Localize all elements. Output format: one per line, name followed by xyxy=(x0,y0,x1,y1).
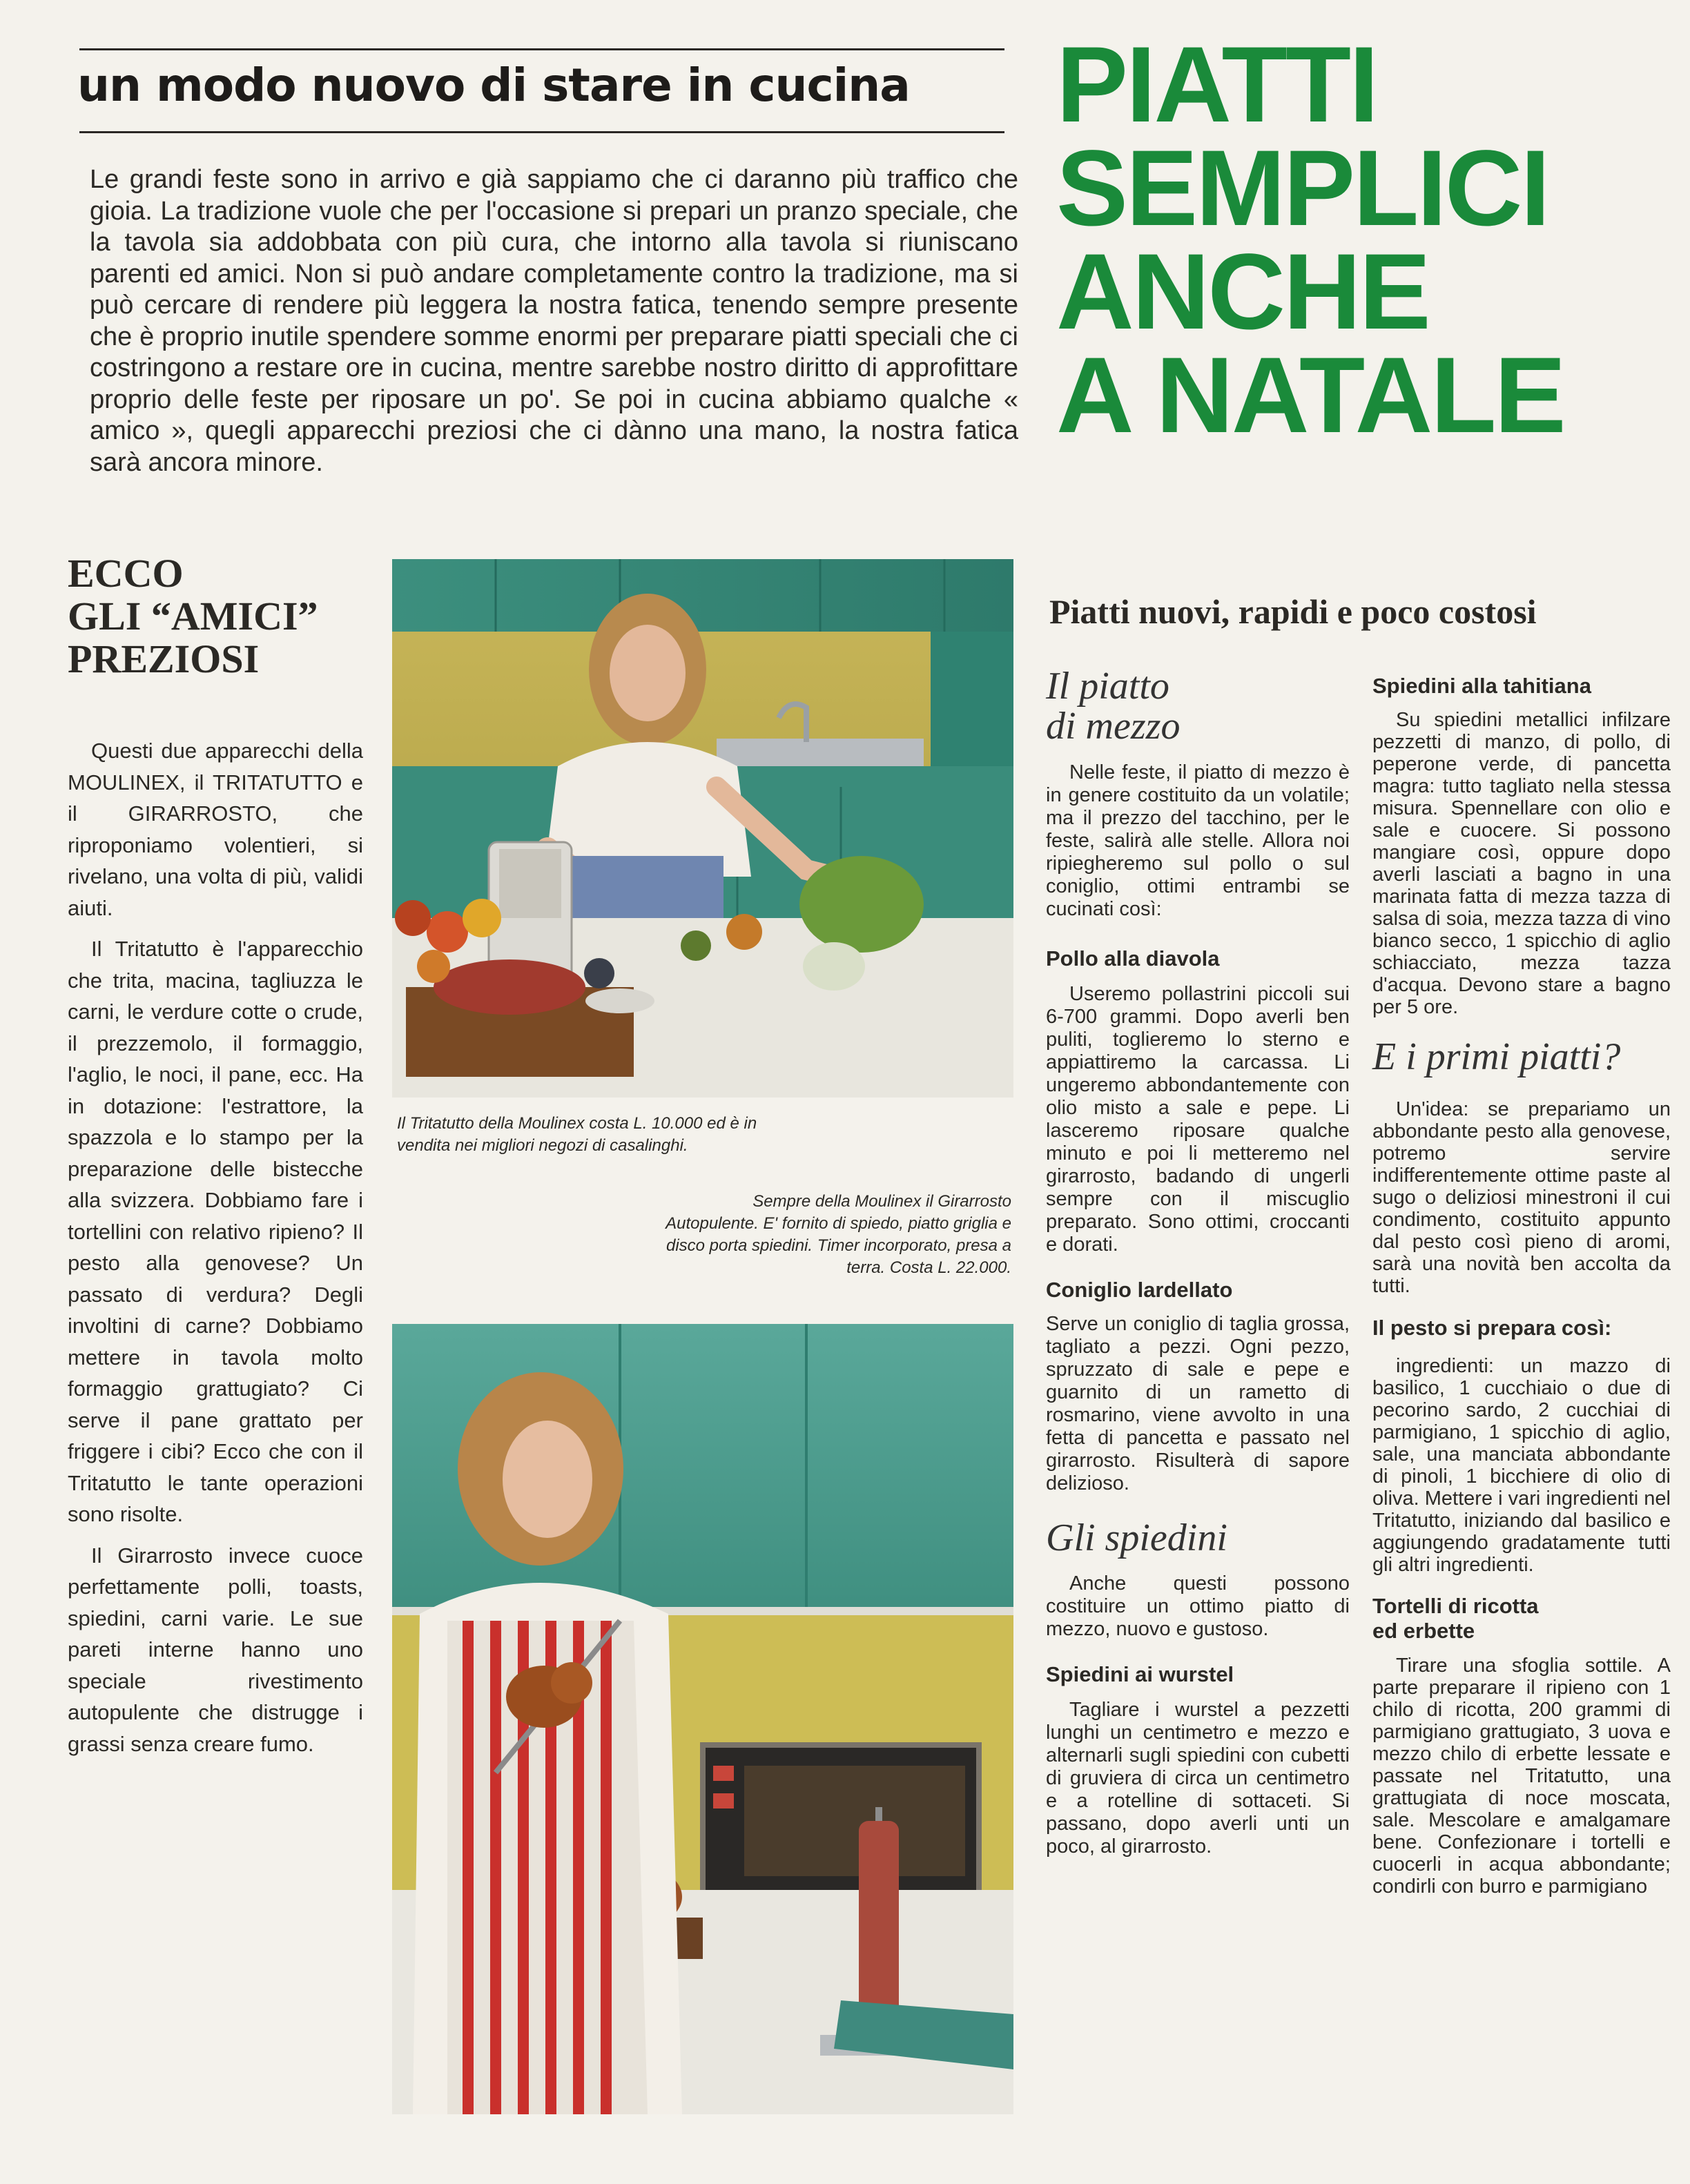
primi-title: E i primi piatti? xyxy=(1372,1035,1621,1078)
title-line-3: ANCHE xyxy=(1056,232,1429,352)
pollo-text xyxy=(1046,983,1350,1256)
coniglio-title: Coniglio lardellato xyxy=(1046,1278,1233,1302)
tahitiana-title: Spiedini alla tahitiana xyxy=(1372,674,1591,698)
photo-girarrosto-illustration xyxy=(392,1324,1013,2114)
photo-tritatutto-illustration xyxy=(392,559,1013,1098)
tortelli-text xyxy=(1372,1655,1671,1898)
left-body xyxy=(68,735,363,1769)
pollo-title: Pollo alla diavola xyxy=(1046,946,1220,971)
tortelli-title xyxy=(1372,1594,1671,1644)
piatto-di-mezzo-line-1: Il piatto xyxy=(1046,665,1169,708)
tortelli-paragraph: Tirare una sfoglia sottile. A parte preparare il ripieno con 1 chilo di ricotta, 200 grammi di parmigiano grattugiato, 3 uova e mezzo chilo di erbette lessate e passate nel Tritatutto, una grattugiata di noce moscata, sale. Mescolare e amalgamare bene. Confezionare i tortelli e cuocerli in acqua abbondante; condirli con burro e parmigiano xyxy=(1372,1655,1671,1898)
right-column-2 xyxy=(1372,673,1671,1907)
title-line-4: A NATALE xyxy=(1056,335,1564,456)
kicker-line: un modo nuovo di stare in cucina xyxy=(77,59,910,112)
header-rule-top xyxy=(79,48,1004,50)
intro-paragraph: Le grandi feste sono in arrivo e già sappiamo che ci daranno più traffico che gioia. La tradizione vuole che per l'occasione si prepari un pranzo speciale, che la tavola sia addobbata con più cura, che intorno alla tavola si riuniscano parenti ed amici. Non si può andare completamente contro la tradizione, ma si può cercare di rendere più leggera la nostra fatica, tenendo sempre presente che è proprio inutile spendere somme enormi per preparare piatti speciali che ci costringono a restare ore in cucina, mentre sarebbe nostro diritto di approfittare proprio delle feste per riposare un po'. Se poi in cucina abbiamo qualche « amico », quegli apparecchi preziosi che ci dànno una mano, la nostra fatica sarà ancora minore. xyxy=(90,165,1018,477)
right-column-1 xyxy=(1046,666,1350,1868)
wurstel-title: Spiedini ai wurstel xyxy=(1046,1662,1234,1686)
wurstel-paragraph: Tagliare i wurstel a pezzetti lunghi un centimetro e mezzo e alternarli sugli spiedini con cubetti di gruviera di circa un centimetro e a rotelline di sottaceti. Si passano, dopo averli unti un poco, al girarrosto. xyxy=(1046,1699,1350,1858)
title-line-1: PIATTI xyxy=(1056,25,1377,145)
coniglio-paragraph: Serve un coniglio di taglia grossa, tagliato a pezzi. Ogni pezzo, spruzzato di sale e pepe e guarnito di un rametto di rosmarino, viene avvolto in una fetta di pancetta e passato nel girarrosto. Risulterà di sapore delizioso. xyxy=(1046,1313,1350,1494)
left-heading-line-2: GLI “AMICI” xyxy=(68,594,318,638)
tortelli-title-line-2: ed erbette xyxy=(1372,1619,1475,1643)
tahitiana-text xyxy=(1372,709,1671,1018)
primi-text xyxy=(1372,1098,1671,1297)
right-subtitle: Piatti nuovi, rapidi e poco costosi xyxy=(1049,592,1537,631)
pesto-text xyxy=(1372,1355,1671,1576)
piatto-di-mezzo-paragraph: Nelle feste, il piatto di mezzo è in genere costituito da un volatile; ma il prezzo del tacchino, per le feste, salirà alle stelle. Allora noi ripiegheremo sul pollo o sul coniglio, ottimi entrambi se cucinati così: xyxy=(1046,761,1350,920)
piatto-di-mezzo-text xyxy=(1046,761,1350,921)
caption-girarrosto: Sempre della Moulinex il Girarrosto Autopulente. E' fornito di spiedo, piatto griglia e disco porta spiedini. Timer incorporato, presa a terra. Costa L. 22.000. xyxy=(666,1192,1011,1277)
caption-tritatutto: Il Tritatutto della Moulinex costa L. 10.000 ed è in vendita nei migliori negozi di casalinghi. xyxy=(397,1114,757,1155)
coniglio-text xyxy=(1046,1313,1350,1495)
left-paragraph-1: Questi due apparecchi della MOULINEX, il TRITATUTTO e il GIRARROSTO, che riproponiamo volentieri, si rivelano, una volta di più, validi aiuti. xyxy=(68,739,363,920)
primi-paragraph: Un'idea: se prepariamo un abbondante pesto alla genovese, potremo servire indifferentemente ottime paste al sugo o deliziosi minestroni il cui condimento, costituito appunto dal pesto così pieno di aromi, sarà una novità ben accolta da tutti. xyxy=(1372,1098,1671,1297)
left-paragraph-3: Il Girarrosto invece cuoce perfettamente polli, toasts, spiedini, carni varie. Le sue pareti interne hanno uno speciale rivestimento autopulente che distrugge i grassi senza creare fumo. xyxy=(68,1543,363,1756)
page-title xyxy=(1056,25,1564,456)
left-heading xyxy=(68,552,318,681)
spiedini-text xyxy=(1046,1572,1350,1641)
pesto-title: Il pesto si prepara così: xyxy=(1372,1316,1612,1340)
left-heading-line-1: ECCO xyxy=(68,551,184,596)
spiedini-section-title: Gli spiedini xyxy=(1046,1517,1227,1559)
left-heading-line-3: PREZIOSI xyxy=(68,636,260,681)
wurstel-text xyxy=(1046,1699,1350,1858)
section-piatto-di-mezzo-title xyxy=(1046,666,1350,746)
photo-girarrosto xyxy=(392,1324,1013,2114)
tahitiana-paragraph: Su spiedini metallici infilzare pezzetti di manzo, di pollo, di peperone verde, di pancetta magra: tutto tagliato nella stessa misura. Spennellare con olio e sale e cuocere. Si possono mangiare così, oppure dopo averli lasciati a bagno in una marinata fatta di mezza tazza di salsa di soia, mezza tazza di vino bianco secco, 1 spicchio di aglio schiacciato, mezza tazza d'acqua. Devono stare a bagno per 5 ore. xyxy=(1372,709,1671,1018)
header-rule-bottom xyxy=(79,131,1004,133)
pollo-paragraph: Useremo pollastrini piccoli sui 6-700 grammi. Dopo averli ben puliti, toglieremo lo sterno e appiattiremo la carcassa. Li ungeremo abbondantemente con olio misto a sale e pepe. Li lasceremo riposare qualche minuto e poi li metteremo nel girarrosto, badando di ungerli sempre con il miscuglio preparato. Sono ottimi, croccanti e dorati. xyxy=(1046,983,1350,1256)
title-line-2: SEMPLICI xyxy=(1056,128,1548,248)
left-paragraph-2: Il Tritatutto è l'apparecchio che trita, macina, tagliuzza le carni, le verdure cotte o crude, il prezzemolo, il formaggio, l'aglio, le noci, il pane, ecc. Ha in dotazione: l'estrattore, la spazzola e lo stampo per la preparazione delle bistecche alla svizzera. Dobbiamo fare i tortellini con relativo ripieno? Il pesto alla genovese? Un passato di verdura? Degli involtini di carne? Dobbiamo mettere in tavola molto formaggio grattugiato? Ci serve il pane grattato per friggere i cibi? Ecco che con il Tritatutto le tante operazioni sono risolte. xyxy=(68,937,363,1526)
spiedini-paragraph: Anche questi possono costituire un ottimo piatto di mezzo, nuovo e gustoso. xyxy=(1046,1572,1350,1640)
tortelli-title-line-1: Tortelli di ricotta xyxy=(1372,1594,1539,1618)
pesto-paragraph: ingredienti: un mazzo di basilico, 1 cucchiaio o due di pecorino sardo, 2 cucchiai di parmigiano, 1 spicchio di aglio, sale, una manciata abbondante di pinoli, 1 bicchiere di olio di oliva. Mettere i vari ingredienti nel Tritatutto, iniziando dal basilico e aggiungendo gradatamente tutti gli altri ingredienti. xyxy=(1372,1355,1671,1576)
piatto-di-mezzo-line-2: di mezzo xyxy=(1046,705,1181,748)
photo-tritatutto xyxy=(392,559,1013,1098)
